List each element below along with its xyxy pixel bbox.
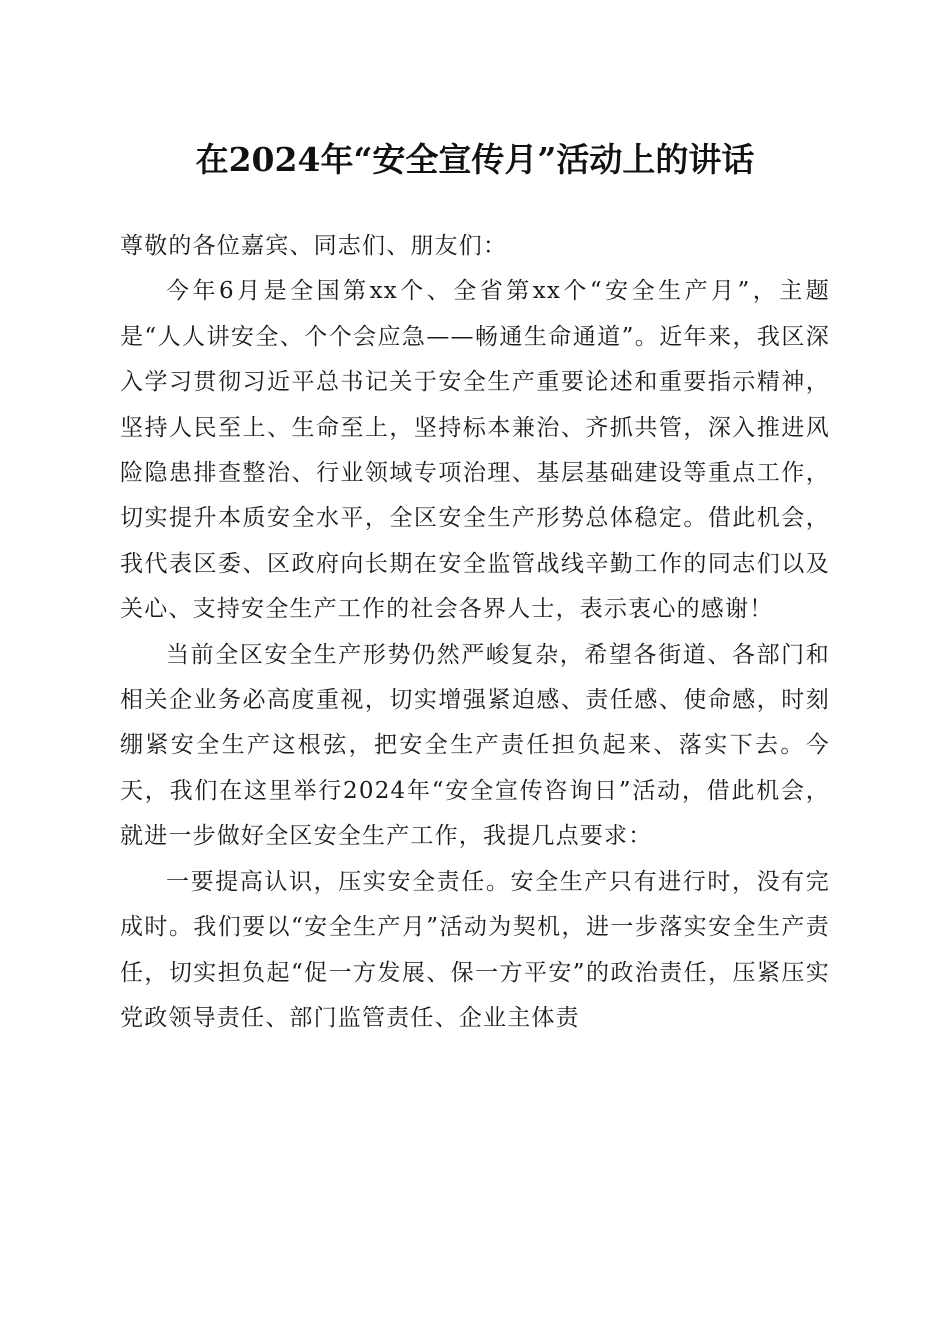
salutation: 尊敬的各位嘉宾、同志们、朋友们： — [120, 233, 508, 259]
paragraph-3: 一要提高认识，压实安全责任。安全生产只有进行时，没有完成时。我们要以“安全生产月”活动为契机，进一步落实安全生产责任，切实担负起“促一方发展、保一方平安”的政治责任，压紧压实党政领导责任、部门监管责任、企业主体责 — [120, 868, 830, 1031]
document-body — [120, 224, 830, 1041]
paragraph-1: 今年6月是全国第xx个、全省第xx个“安全生产月”，主题是“人人讲安全、个个会应急——畅通生命通道”。近年来，我区深入学习贯彻习近平总书记关于安全生产重要论述和重要指示精神，坚持人民至上、生命至上，坚持标本兼治、齐抓共管，深入推进风险隐患排查整治、行业领域专项治理、基层基础建设等重点工作，切实提升本质安全水平，全区安全生产形势总体稳定。借此机会，我代表区委、区政府向长期在安全监管战线辛勤工作的同志们以及关心、支持安全生产工作的社会各界人士，表示衷心的感谢！ — [120, 278, 830, 623]
paragraph-2: 当前全区安全生产形势仍然严峻复杂，希望各街道、各部门和相关企业务必高度重视，切实增强紧迫感、责任感、使命感，时刻绷紧安全生产这根弦，把安全生产责任担负起来、落实下去。今天，我们在这里举行2024年“安全宣传咨询日”活动，借此机会，就进一步做好全区安全生产工作，我提几点要求： — [120, 641, 830, 850]
document-title: 在2024年“安全宣传月”活动上的讲话 — [195, 140, 755, 179]
